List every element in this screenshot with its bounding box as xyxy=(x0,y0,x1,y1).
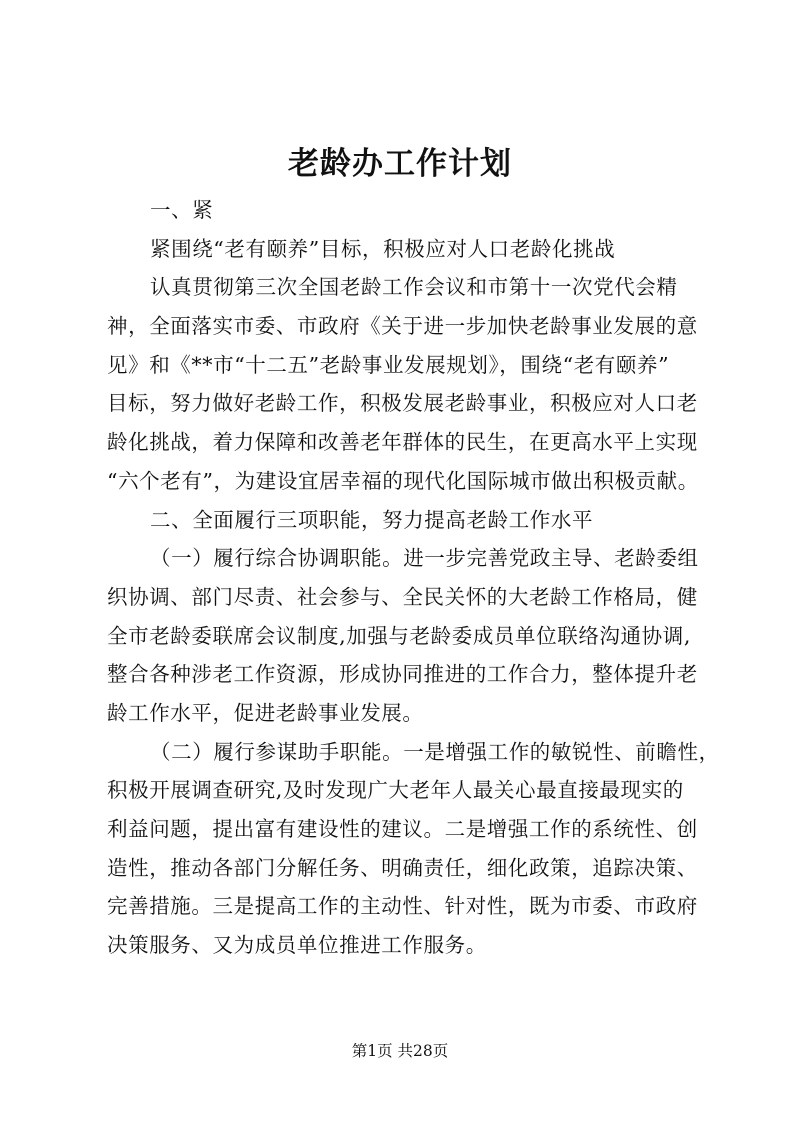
heading-1: 一、紧 xyxy=(150,198,214,222)
paragraph-line: 龄工作水平，促进老龄事业发展。 xyxy=(107,700,424,725)
paragraph-line: 完善措施。三是提高工作的主动性、针对性，既为市委、市政府 xyxy=(107,894,698,919)
paragraph-line: “六个老有”，为建设宜居幸福的现代化国际城市做出积极贡献。 xyxy=(107,468,699,493)
paragraph-line: （二）履行参谋助手职能。一是增强工作的敏锐性、前瞻性， xyxy=(150,739,720,764)
paragraph-line: 见》和《**市“十二五”老龄事业发展规划》，围绕“老有颐养” xyxy=(107,352,670,377)
paragraph-line: 织协调、部门尽责、社会参与、全民关怀的大老龄工作格局，健 xyxy=(107,584,698,609)
paragraph-line: 全市老龄委联席会议制度,加强与老龄委成员单位联络沟通协调, xyxy=(107,623,691,648)
paragraph-1 xyxy=(107,268,717,500)
paragraph-line: 神，全面落实市委、市政府《关于进一步加快老龄事业发展的意 xyxy=(107,314,698,339)
paragraph-line: 决策服务、又为成员单位推进工作服务。 xyxy=(107,933,487,958)
paragraph-line: 造性，推动各部门分解任务、明确责任，细化政策，追踪决策、 xyxy=(107,855,698,880)
document-title: 老龄办工作计划 xyxy=(288,146,512,182)
paragraph-line: 龄化挑战，着力保障和改善老年群体的民生，在更高水平上实现 xyxy=(107,430,698,455)
subheading-1: 紧围绕“老有颐养”目标，积极应对人口老龄化挑战 xyxy=(150,236,616,261)
paragraph-2 xyxy=(107,539,717,732)
paragraph-line: （一）履行综合协调职能。进一步完善党政主导、老龄委组 xyxy=(150,546,699,571)
paragraph-line: 目标，努力做好老龄工作，积极发展老龄事业，积极应对人口老 xyxy=(107,391,698,416)
document-body xyxy=(107,191,720,965)
heading-2: 二、全面履行三项职能，努力提高老龄工作水平 xyxy=(150,507,594,532)
page-footer: 第1页 共28页 xyxy=(351,1042,449,1060)
paragraph-line: 积极开展调查研究,及时发现广大老年人最关心最直接最现实的 xyxy=(107,778,684,803)
paragraph-line: 认真贯彻第三次全国老龄工作会议和市第十一次党代会精 xyxy=(150,275,678,300)
paragraph-line: 利益问题，提出富有建设性的建议。二是增强工作的系统性、创 xyxy=(107,817,698,841)
paragraph-3 xyxy=(107,733,720,965)
paragraph-line: 整合各种涉老工作资源，形成协同推进的工作合力，整体提升老 xyxy=(107,662,698,687)
